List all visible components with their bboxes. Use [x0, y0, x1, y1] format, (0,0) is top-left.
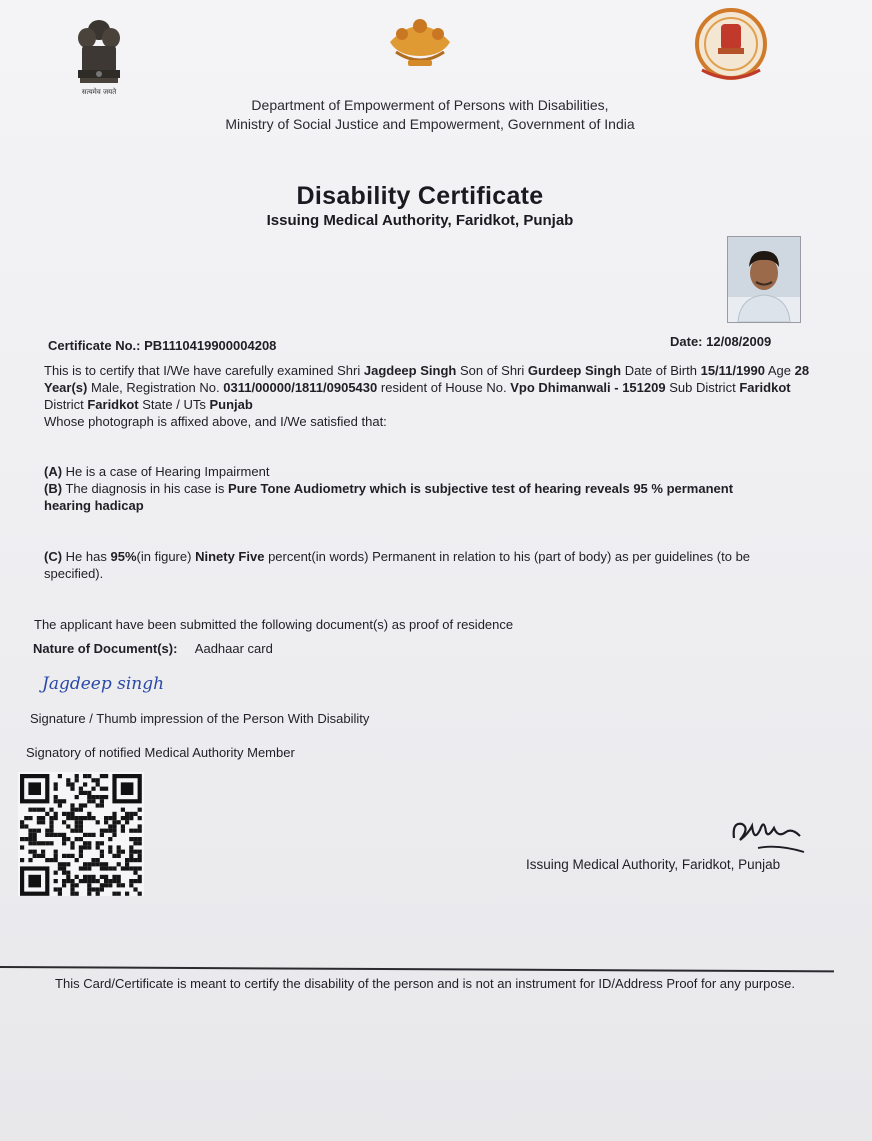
qr-code [18, 772, 144, 896]
applicant-name: Jagdeep Singh [363, 363, 457, 378]
footer-divider [0, 966, 834, 972]
certify-text: State / UTs [142, 397, 206, 412]
percent-words: Ninety Five [195, 549, 265, 564]
documents-intro: The applicant have been submitted the following document(s) as proof of residence [34, 617, 514, 632]
sub-district: Faridkot [739, 380, 791, 395]
certificate-number [48, 338, 276, 353]
medical-authority-seal-icon [694, 6, 768, 86]
clause-b-text: The diagnosis in his case is [65, 481, 225, 496]
date-of-birth: 15/11/1990 [700, 363, 765, 378]
national-emblem-icon [70, 16, 128, 100]
department-line-1: Department of Empowerment of Persons with Disabilities, [251, 97, 609, 113]
page-title: Disability Certificate [296, 182, 544, 210]
clause-c-text: percent(in words) Permanent in relation to his (part of body) as per guidelines (to be specified). [44, 549, 751, 581]
footer-disclaimer: This Card/Certificate is meant to certify the disability of the person and is not an instrument for ID/Address Proof for any purpose. [55, 976, 795, 991]
applicant-signature: Jagdeep singh [42, 674, 165, 694]
department-line-2: Ministry of Social Justice and Empowerment, Government of India [225, 116, 635, 132]
certify-text: Male, Registration No. [91, 380, 220, 395]
age-value: 28 Year(s) [44, 363, 810, 395]
clause-c-label: (C) [44, 549, 63, 564]
department-heading [150, 96, 710, 134]
certify-text: Whose photograph is affixed above, and I/We satisfied that: [44, 414, 387, 429]
certify-text: Sub District [669, 380, 736, 395]
applicant-photo [727, 236, 801, 323]
father-name: Gurdeep Singh [527, 363, 622, 378]
documents-value: Aadhaar card [194, 641, 273, 656]
clause-c-text: He has [65, 549, 107, 564]
authority-signature-icon [728, 808, 808, 858]
page-subtitle: Issuing Medical Authority, Faridkot, Punjab [266, 212, 574, 229]
certificate-number-label: Certificate No.: [48, 338, 141, 353]
person-signature-label: Signature / Thumb impression of the Person With Disability [30, 711, 370, 726]
certify-text: Age [767, 363, 791, 378]
certificate-date [670, 334, 771, 349]
clause-a [44, 463, 814, 480]
clause-b-diagnosis: Pure Tone Audiometry which is subjective test of hearing reveals 95 % permanent hearing hadicap [44, 481, 734, 513]
clause-c [44, 548, 764, 582]
certify-text: resident of House No. [380, 380, 507, 395]
issuing-authority-label: Issuing Medical Authority, Faridkot, Punjab [526, 857, 781, 872]
documents-nature [33, 641, 273, 656]
emblem-motto: सत्यमेव जयते [81, 88, 117, 96]
certify-text: District [44, 397, 84, 412]
signatory-label: Signatory of notified Medical Authority Member [26, 745, 295, 760]
state: Punjab [209, 397, 253, 412]
certification-paragraph [44, 362, 814, 430]
clause-b [44, 480, 764, 514]
clause-a-text: He is a case of Hearing Impairment [65, 464, 270, 479]
clause-a-b [44, 463, 814, 514]
certificate-date-label: Date: [670, 334, 703, 349]
person-photo-icon [728, 237, 800, 322]
certificate-number-value: PB1110419900004208 [144, 338, 277, 353]
clause-b-label: (B) [44, 481, 63, 496]
documents-label: Nature of Document(s): [33, 641, 178, 656]
district: Faridkot [87, 397, 139, 412]
certify-text: Son of Shri [459, 363, 525, 378]
accessibility-emblem-icon [382, 12, 458, 74]
registration-number: 0311/00000/1811/0905430 [223, 380, 378, 395]
certify-text: Date of Birth [624, 363, 697, 378]
clause-a-label: (A) [44, 464, 63, 479]
house-address: Vpo Dhimanwali - 151209 [510, 380, 666, 395]
percent-figure: 95% [110, 549, 137, 564]
clause-c-text: (in figure) [136, 549, 192, 564]
certify-text: This is to certify that I/We have carefully examined Shri [44, 363, 361, 378]
qr-code-icon [18, 772, 144, 896]
certificate-date-value: 12/08/2009 [706, 334, 772, 349]
